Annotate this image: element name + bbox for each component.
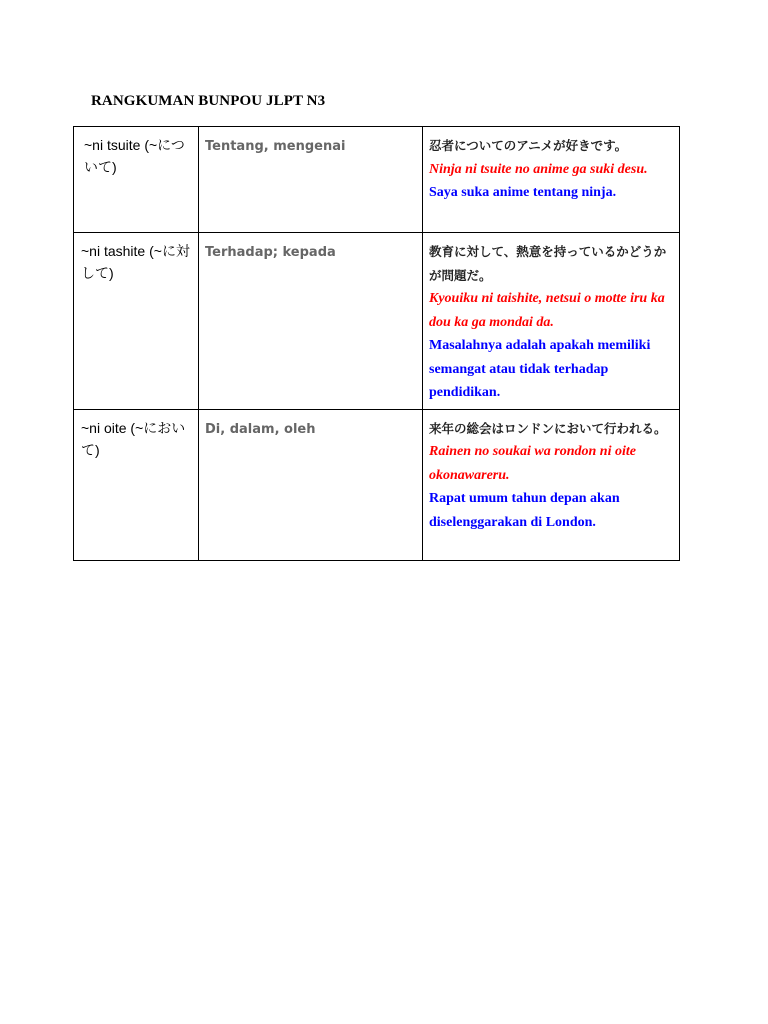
example-japanese: 来年の総会はロンドンにおいて行われる。 — [429, 420, 667, 436]
grammar-meaning: Terhadap; kepada — [205, 245, 336, 260]
example-translation: Masalahnya adalah apakah memiliki semangat atau tidak terhadap pendidikan. — [429, 338, 651, 400]
example-translation: Rapat umum tahun depan akan diselenggarakan di London. — [429, 491, 620, 530]
example-japanese: 忍者についてのアニメが好きです。 — [429, 138, 628, 153]
grammar-meaning: Tentang, mengenai — [205, 139, 346, 154]
table-row — [74, 233, 680, 410]
table-row — [74, 127, 680, 233]
meaning-cell — [199, 233, 423, 410]
pattern-cell — [74, 409, 199, 560]
meaning-cell — [199, 127, 423, 233]
example-japanese: 教育に対して、熱意を持っているかどうかが問題だ。 — [429, 244, 667, 283]
pattern-cell — [74, 127, 199, 233]
table-row — [74, 409, 680, 560]
grammar-meaning: Di, dalam, oleh — [205, 421, 316, 437]
grammar-pattern: ~ni oite (~において) — [81, 419, 186, 458]
example-translation: Saya suka anime tentang ninja. — [429, 185, 617, 200]
example-cell — [423, 409, 680, 560]
grammar-table — [73, 126, 680, 561]
grammar-pattern: ~ni tsuite (~について) — [84, 137, 185, 175]
example-romaji: Ninja ni tsuite no anime ga suki desu. — [429, 161, 648, 177]
meaning-cell — [199, 409, 423, 560]
example-cell — [423, 233, 680, 410]
example-romaji: Kyouiku ni taishite, netsui o motte iru ka dou ka ga mondai da. — [429, 291, 665, 330]
example-cell — [423, 127, 680, 233]
page-title: RANGKUMAN BUNPOU JLPT N3 — [91, 93, 326, 109]
grammar-pattern: ~ni tashite (~に対して) — [81, 243, 190, 281]
pattern-cell — [74, 233, 199, 410]
example-romaji: Rainen no soukai wa rondon ni oite okonawareru. — [429, 444, 636, 483]
